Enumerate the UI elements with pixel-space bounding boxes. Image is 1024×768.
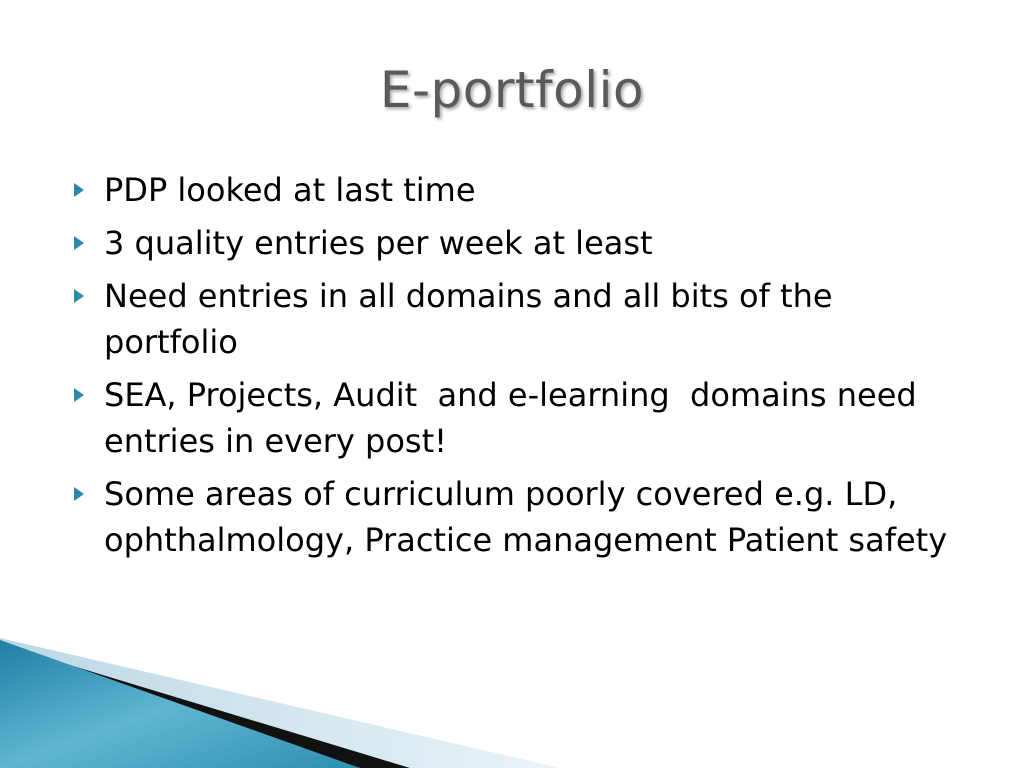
triangle-right-icon bbox=[74, 372, 104, 418]
list-item bbox=[74, 471, 964, 563]
triangle-right-icon bbox=[74, 471, 104, 517]
bullet-text: SEA, Projects, Audit and e-learning domains need entries in every post! bbox=[104, 376, 927, 460]
triangle-right-icon bbox=[74, 167, 104, 213]
list-item bbox=[74, 167, 964, 213]
triangle-right-icon bbox=[74, 220, 104, 266]
triangle-right-icon bbox=[74, 273, 104, 319]
list-item bbox=[74, 273, 964, 365]
bullet-text: Need entries in all domains and all bits of the portfolio bbox=[104, 277, 843, 361]
list-item bbox=[74, 372, 964, 464]
bullet-text: 3 quality entries per week at least bbox=[104, 224, 653, 262]
slide-title: E-portfolio bbox=[379, 61, 645, 119]
corner-decoration bbox=[0, 638, 1024, 768]
list-item bbox=[74, 220, 964, 266]
bullet-list bbox=[74, 167, 964, 570]
bullet-text: Some areas of curriculum poorly covered e.g. LD, ophthalmology, Practice management Patient safety bbox=[104, 475, 948, 559]
bullet-text: PDP looked at last time bbox=[104, 171, 476, 209]
